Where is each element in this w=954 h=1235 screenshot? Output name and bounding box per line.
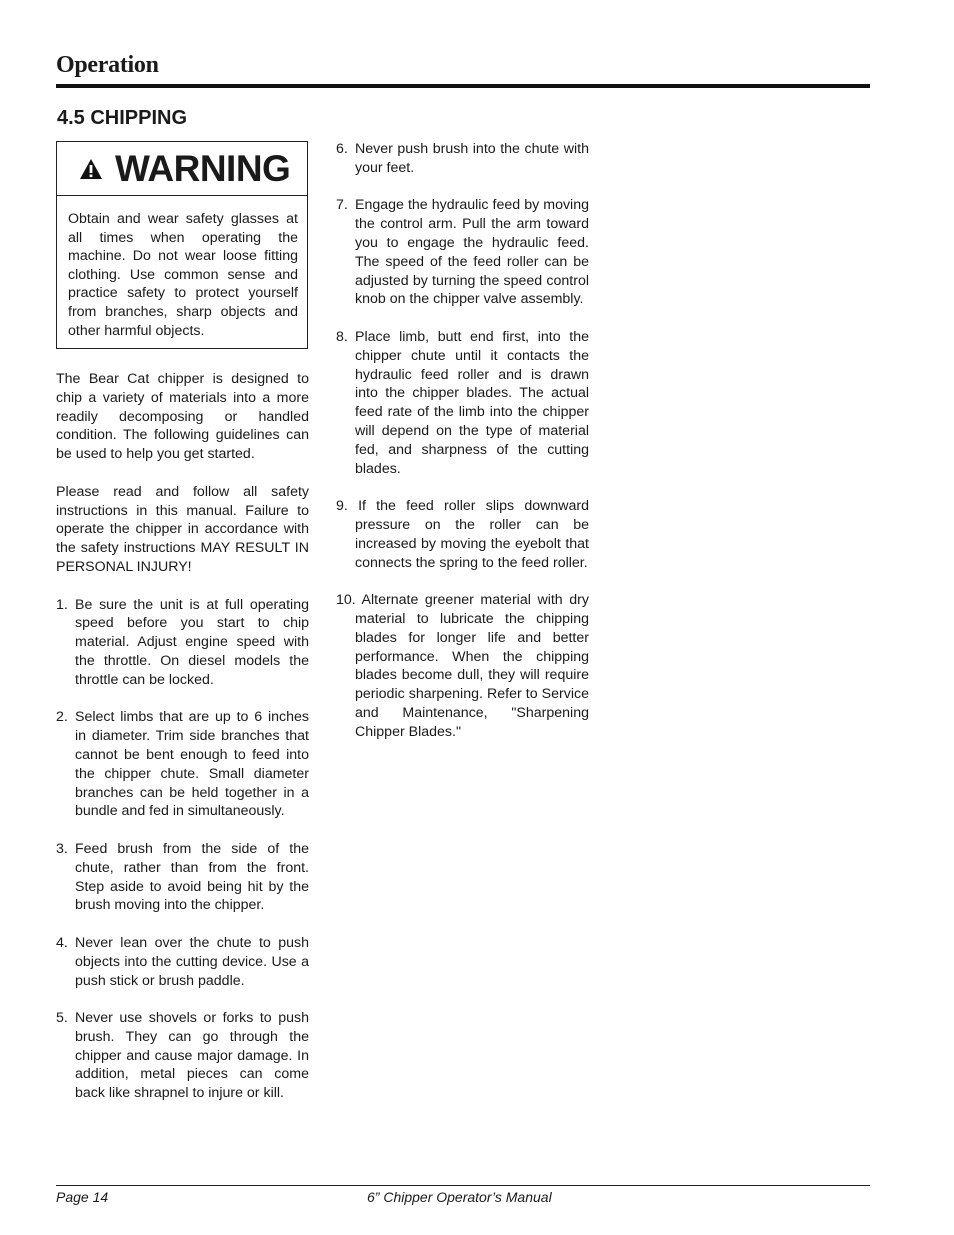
list-text: Place limb, butt end first, into the chipper chute until it contacts the hydraulic feed roller and is drawn into the chipper blades. The actual feed rate of the limb into the chipper will depend on the type of material fed, and sharpness of the cutting blades. [355, 328, 589, 477]
warning-label: WARNING [115, 148, 291, 189]
list-item [336, 328, 589, 478]
list-number: 1. [56, 596, 68, 613]
intro-paragraph: The Bear Cat chipper is designed to chip a variety of materials into a more readily decomposing or handled condition. The following guidelines can be used to help you get started. [56, 371, 309, 463]
list-text: Be sure the unit is at full operating speed before you start to chip material. Adjust engine speed with the throttle. On diesel models the throttle can be locked. [75, 596, 309, 688]
list-item [336, 140, 589, 178]
list-item [336, 497, 589, 572]
list-item [56, 596, 309, 690]
list-text: If the feed roller slips downward pressure on the roller can be increased by moving the eyebolt that connects the spring to the feed roller. [355, 498, 589, 571]
section-header: Operation [56, 52, 159, 78]
list-number: 9. [336, 498, 348, 515]
header-rule [56, 84, 870, 88]
list-item [56, 1009, 309, 1103]
list-item [336, 196, 589, 309]
list-number: 7. [336, 197, 348, 214]
list-number: 8. [336, 328, 348, 345]
list-text: Alternate greener material with dry material to lubricate the chipping blades for longer life and better performance. When the chipping blades become dull, they will require periodic sharpening. Refer to Service and Maintenance, "Sharpening Chipper Blades." [355, 592, 589, 740]
warning-box [56, 141, 308, 349]
list-text: Select limbs that are up to 6 inches in diameter. Trim side branches that cannot be bent enough to feed into the chipper chute. Small diameter branches can be held together in a bundle and fed in simultaneously. [75, 709, 309, 820]
list-number: 4. [56, 934, 68, 951]
list-item [56, 934, 309, 990]
warning-heading [57, 142, 307, 196]
list-item [56, 708, 309, 821]
intro-paragraph: Please read and follow all safety instructions in this manual. Failure to operate the chipper in accordance with the safety instructions MAY RESULT IN PERSONAL INJURY! [56, 483, 309, 575]
list-item [336, 591, 589, 741]
warning-triangle-icon [79, 158, 103, 180]
warning-text: Obtain and wear safety glasses at all times when operating the machine. Do not wear loose fitting clothing. Use common sense and practice safety to protect yourself from branches, sharp objects and other harmful objects. [68, 211, 298, 339]
list-text: Never use shovels or forks to push brush. They can go through the chipper and cause major damage. In addition, metal pieces can come back like shrapnel to injure or kill. [75, 1010, 309, 1102]
list-number: 10. [336, 592, 356, 609]
footer-rule [56, 1185, 870, 1186]
page-number: Page 14 [56, 1189, 109, 1205]
list-number: 5. [56, 1010, 68, 1027]
section-title: 4.5 CHIPPING [57, 107, 188, 129]
manual-title: 6” Chipper Operator’s Manual [367, 1189, 552, 1205]
list-number: 2. [56, 709, 68, 726]
right-column [336, 140, 589, 760]
list-text: Never lean over the chute to push objects into the cutting device. Use a push stick or brush paddle. [75, 934, 309, 989]
list-number: 3. [56, 840, 68, 857]
list-number: 6. [336, 141, 348, 157]
list-item [56, 840, 309, 915]
list-text: Never push brush into the chute with your feet. [355, 141, 589, 176]
list-text: Engage the hydraulic feed by moving the control arm. Pull the arm toward you to engage the hydraulic feed. The speed of the feed roller can be adjusted by turning the speed control knob on the chipper valve assembly. [355, 197, 589, 308]
list-text: Feed brush from the side of the chute, rather than from the front. Step aside to avoid being hit by the brush moving into the chipper. [75, 840, 309, 914]
left-column [56, 370, 309, 1122]
